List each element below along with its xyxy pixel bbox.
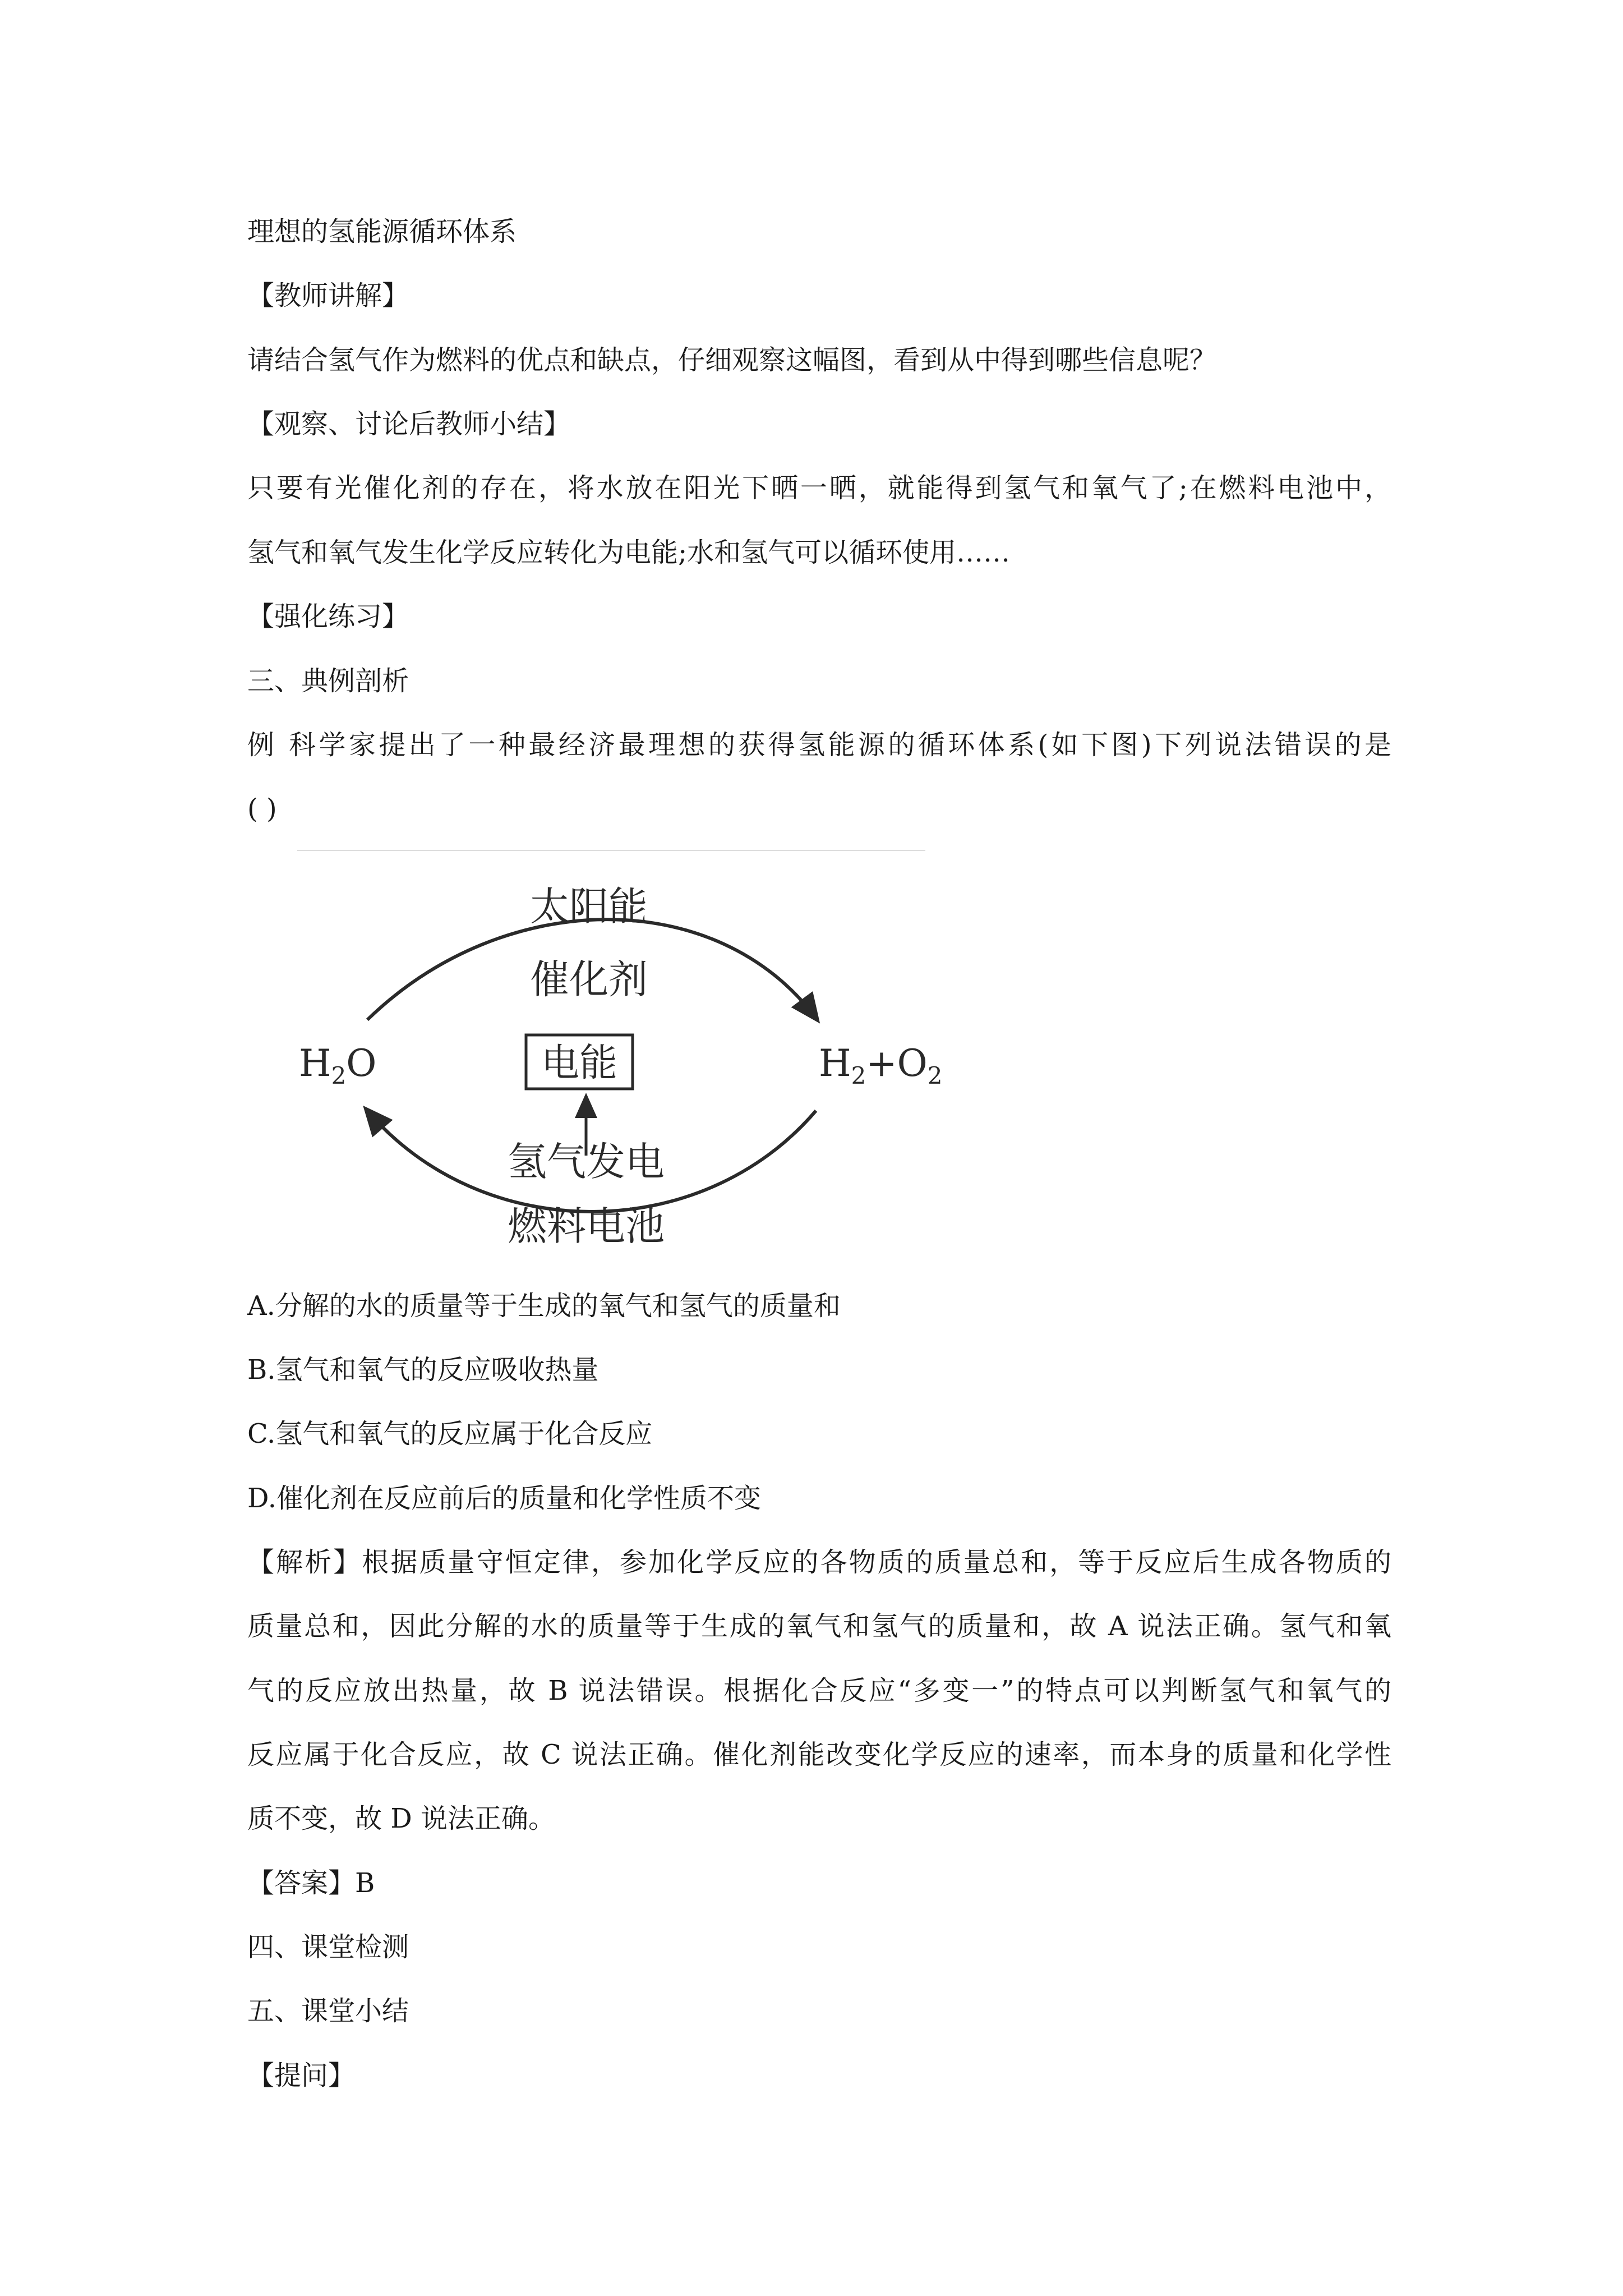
intro-title: 理想的氢能源循环体系 (247, 216, 517, 247)
electricity-box (526, 1035, 633, 1089)
label-water: $H_2O$ (299, 1042, 377, 1089)
option-d: D.催化剂在反应前后的质量和化学性质不变 (247, 1483, 762, 1514)
section-teacher-explain: 【教师讲解】 (247, 280, 409, 311)
option-a: A.分解的水的质量等于生成的氧气和氢气的质量和 (247, 1290, 841, 1322)
analysis-line-3: 气的反应放出热量，故 B 说法错误。根据化合反应“多变一”的特点可以判断氢气和氧气的 (247, 1675, 1391, 1706)
section-summary: 【观察、讨论后教师小结】 (247, 408, 571, 440)
analysis-line-1: 【解析】根据质量守恒定律，参加化学反应的各物质的质量总和，等于反应后生成各物质的 (247, 1547, 1391, 1578)
top-arrow-curve (367, 919, 816, 1020)
section-practice: 【强化练习】 (247, 601, 409, 632)
summary-line-2: 氢气和氧气发生化学反应转化为电能;水和氢气可以循环使用…… (247, 537, 1011, 568)
label-solar-energy: 太阳能 (530, 884, 648, 930)
example-question: 例 科学家提出了一种最经济最理想的获得氢能源的循环体系(如下图)下列说法错误的是 (247, 729, 1391, 761)
label-catalyst: 催化剂 (530, 956, 648, 1002)
option-c: C.氢气和氧气的反应属于化合反应 (247, 1418, 653, 1450)
label-hydrogen-oxygen: $H_2+O_2$ (819, 1042, 943, 1089)
bottom-arrow-curve (367, 1111, 816, 1212)
analysis-line-2: 质量总和，因此分解的水的质量等于生成的氧气和氢气的质量和，故 A 说法正确。氢气和氧 (247, 1611, 1391, 1642)
label-hydrogen-power: 氢气发电 (508, 1139, 665, 1185)
heading-example: 三、典例剖析 (247, 665, 409, 697)
option-b: B.氢气和氧气的反应吸收热量 (247, 1354, 599, 1386)
summary-line-1: 只要有光催化剂的存在，将水放在阳光下晒一晒，就能得到氢气和氧气了;在燃料电池中， (247, 472, 1391, 504)
explain-text: 请结合氢气作为燃料的优点和缺点，仔细观察这幅图，看到从中得到哪些信息呢？ (247, 344, 1217, 376)
label-fuel-cell: 燃料电池 (508, 1203, 665, 1249)
analysis-line-4: 反应属于化合反应，故 C 说法正确。催化剂能改变化学反应的速率，而本身的质量和化学性 (247, 1739, 1391, 1770)
heading-class-test: 四、课堂检测 (247, 1931, 409, 1963)
answer: 【答案】B (247, 1867, 375, 1899)
label-electricity: 电能 (541, 1041, 618, 1085)
section-question: 【提问】 (247, 2060, 356, 2091)
answer-blank: ( ) (247, 793, 277, 825)
analysis-line-5: 质不变，故 D 说法正确。 (247, 1803, 556, 1834)
heading-class-summary: 五、课堂小结 (247, 1995, 409, 2027)
